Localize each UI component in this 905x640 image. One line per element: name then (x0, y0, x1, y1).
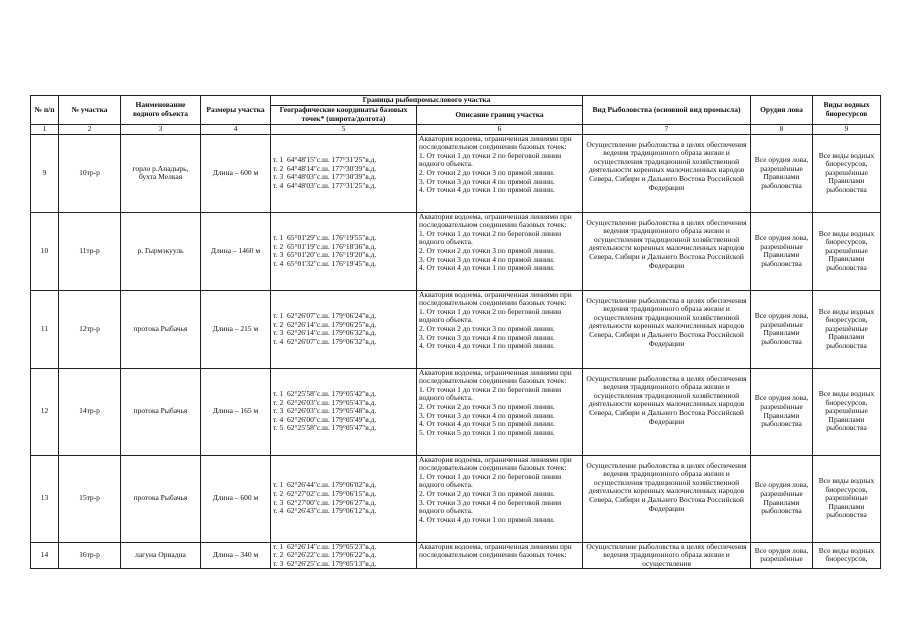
row-water-body: протока Рыбачья (121, 368, 201, 455)
table-row (31, 542, 881, 569)
row-water-body: р. Гырмэкууль (121, 212, 201, 290)
row-fishing-type: Осуществление рыболовства в целях обеспечения ведения традиционного образа жизни и осуществления традиционной хозяйственной деятельности коренных малочисленных народов Севера, Сибири и Дальнего Востока Российской Федерации (583, 212, 751, 290)
row-size: Длина – 165 м (201, 368, 271, 455)
header-size: Размеры участка (201, 96, 271, 125)
row-boundary-desc: Акватория водоема, ограниченная линиями при последовательном соединении базовых точек: 1. От точки 1 до точки 2 по береговой линии водного объекта. 2. От точки 2 до точки 3 по прямой линии. 3. От точки 3 до точки 4 по прямой линии. 4. От точки 4 до точки 5 по прямой линии. 5. От точки 5 до точки 1 по прямой линии. (417, 368, 583, 455)
row-gear: Все орудия лова, разрешённые Правилами рыболовства (751, 212, 813, 290)
row-num: 12 (31, 368, 59, 455)
row-boundary-desc: Акватория водоема, ограниченная линиями при последовательном соединении базовых точек: 1. От точки 1 до точки 2 по береговой линии водного объекта. 2. От точки 2 до точки 3 по прямой линии. 3. От точки 3 до точки 4 по береговой линии водного объекта. 4. От точки 4 до точки 1 по прямой линии. (417, 455, 583, 542)
row-area: 11тр-р (59, 212, 121, 290)
row-fishing-type: Осуществление рыболовства в целях обеспечения ведения традиционного образа жизни и осуществления традиционной хозяйственной деятельности коренных малочисленных народов Севера, Сибири и Дальнего Востока Российской Федерации (583, 290, 751, 368)
row-size: Длина – 215 м (201, 290, 271, 368)
row-num: 11 (31, 290, 59, 368)
row-gear: Все орудия лова, разрешённые Правилами рыболовства (751, 290, 813, 368)
header-row-1 (31, 96, 881, 106)
fishing-areas-table (30, 95, 881, 569)
column-numbers-row (31, 125, 881, 135)
col-number: 9 (813, 125, 881, 135)
row-boundary-desc: Акватория водоема, ограниченная линиями при последовательном соединении базовых точек: 1. От точки 1 до точки 2 по береговой линии водного объекта. 2. От точки 2 до точки 3 по прямой линии. 3. От точки 3 до точки 4 по прямой линии. 4. От точки 4 до точки 1 по прямой линии. (417, 212, 583, 290)
col-number: 8 (751, 125, 813, 135)
row-boundary-desc: Акватория водоема, ограниченная линиями при последовательном соединении базовых точек: 1. От точки 1 до точки 2 по береговой линии водного объекта. 2. От точки 2 до точки 3 по прямой линии. 3. От точки 3 до точки 4 по прямой линии. 4. От точки 4 до точки 1 по прямой линии. (417, 134, 583, 212)
row-water-body: протока Рыбачья (121, 290, 201, 368)
row-fishing-type: Осуществление рыболовства в целях обеспечения ведения традиционного образа жизни и осуществления традиционной хозяйственной деятельности коренных малочисленных народов Севера, Сибири и Дальнего Востока Российской Федерации (583, 368, 751, 455)
row-fishing-type: Осуществление рыболовства в целях обеспечения ведения традиционного образа жизни и осуществления традиционной хозяйственной деятельности коренных малочисленных народов Севера, Сибири и Дальнего Востока Российской Федерации (583, 134, 751, 212)
row-coords: т. 1 62°26'44"с.ш. 179°06'02"в.д. т. 2 62°27'02"с.ш. 179°06'15"в.д. т. 3 62°27'00"с.ш. 179°06'27"в.д. т. 4 62°26'43"с.ш. 179°06'12"в.д. (271, 455, 417, 542)
row-num: 14 (31, 542, 59, 569)
row-species: Все виды водных биоресурсов, разрешённые Правилами рыболовства (813, 290, 881, 368)
row-coords: т. 1 62°25'58"с.ш. 179°05'42"в.д. т. 2 62°26'03"с.ш. 179°05'43"в.д. т. 3 62°26'03"с.ш. 179°05'48"в.д. т. 4 62°26'00"с.ш. 179°05'49"в.д. т. 5 62°25'58"с.ш. 179°05'47"в.д. (271, 368, 417, 455)
row-water-body: лагуна Ориадна (121, 542, 201, 569)
row-coords: т. 1 65°01'29"с.ш. 176°19'55"в.д. т. 2 65°01'19"с.ш. 176°18'36"в.д. т. 3 65°01'20"с.ш. 176°19'20"в.д. т. 4 65°01'32"с.ш. 176°19'45"в.д. (271, 212, 417, 290)
row-num: 10 (31, 212, 59, 290)
header-num: № п/п (31, 96, 59, 125)
col-number: 6 (417, 125, 583, 135)
table-row (31, 290, 881, 368)
row-fishing-type: Осуществление рыболовства в целях обеспечения ведения традиционного образа жизни и осуществления традиционной хозяйственной деятельности коренных малочисленных народов Севера, Сибири и Дальнего Востока Российской Федерации (583, 455, 751, 542)
col-number: 3 (121, 125, 201, 135)
row-species: Все виды водных биоресурсов, разрешённые Правилами рыболовства (813, 212, 881, 290)
row-gear: Все орудия лова, разрешённые Правилами рыболовства (751, 455, 813, 542)
row-boundary-desc: Акватория водоема, ограниченная линиями при последовательном соединении базовых точек: 1. От точки 1 до точки 2 по береговой линии водного объекта. 2. От точки 2 до точки 3 по прямой линии. 3. От точки 3 до точки 4 по прямой линии. 4. От точки 4 до точки 1 по прямой линии. (417, 290, 583, 368)
row-area: 14тр-р (59, 368, 121, 455)
row-gear: Все орудия лова, разрешённые Правилами рыболовства (751, 368, 813, 455)
header-coords: Географические координаты базовых точек* (широта/долгота) (271, 106, 417, 125)
row-num: 13 (31, 455, 59, 542)
row-size: Длина – 600 м (201, 455, 271, 542)
header-boundaries: Границы рыбопромыслового участка (271, 96, 583, 106)
row-area: 10тр-р (59, 134, 121, 212)
col-number: 5 (271, 125, 417, 135)
col-number: 4 (201, 125, 271, 135)
col-number: 1 (31, 125, 59, 135)
row-area: 16тр-р (59, 542, 121, 569)
table-row (31, 212, 881, 290)
row-species: Все виды водных биоресурсов, разрешённые Правилами рыболовства (813, 368, 881, 455)
row-size: Длина – 600 м (201, 134, 271, 212)
row-area: 12тр-р (59, 290, 121, 368)
row-species: Все виды водных биоресурсов, разрешённые Правилами рыболовства (813, 455, 881, 542)
row-area: 15тр-р (59, 455, 121, 542)
row-gear: Все орудия лова, разрешённые (751, 542, 813, 569)
header-area-no: № участка (59, 96, 121, 125)
col-number: 2 (59, 125, 121, 135)
col-number: 7 (583, 125, 751, 135)
header-gear: Орудия лова (751, 96, 813, 125)
row-water-body: горло р.Анадырь, бухта Мелкая (121, 134, 201, 212)
row-coords: т. 1 62°26'14"с.ш. 179°05'23"в.д. т. 2 62°26'22"с.ш. 179°06'22"в.д. т. 3 62°26'25"с.ш. 179°05'13"в.д. (271, 542, 417, 569)
row-coords: т. 1 64°48'15"с.ш. 177°31'25"в.д. т. 2 64°48'14"с.ш. 177°30'39"в.д. т. 3 64°48'03"с.ш. 177°30'39"в.д. т. 4 64°48'03"с.ш. 177°31'25"в.д. (271, 134, 417, 212)
row-boundary-desc: Акватория водоема, ограниченная линиями при последовательном соединении базовых точек: (417, 542, 583, 569)
row-size: Длина – 1460 м (201, 212, 271, 290)
row-species: Все виды водных биоресурсов, (813, 542, 881, 569)
header-water-body: Наименование водного объекта (121, 96, 201, 125)
row-num: 9 (31, 134, 59, 212)
row-fishing-type: Осуществление рыболовства в целях обеспечения ведения традиционного образа жизни и осуществления (583, 542, 751, 569)
row-size: Длина – 340 м (201, 542, 271, 569)
header-fishing-type: Вид Рыболовства (основной вид промысла) (583, 96, 751, 125)
row-species: Все виды водных биоресурсов, разрешённые Правилами рыболовства (813, 134, 881, 212)
table-row (31, 134, 881, 212)
header-boundary-desc: Описание границ участка (417, 106, 583, 125)
row-gear: Все орудия лова, разрешённые Правилами рыболовства (751, 134, 813, 212)
row-water-body: протока Рыбачья (121, 455, 201, 542)
table-row (31, 368, 881, 455)
header-species: Виды водных биоресурсов (813, 96, 881, 125)
row-coords: т. 1 62°26'07"с.ш. 179°06'24"в.д. т. 2 62°26'14"с.ш. 179°06'25"в.д. т. 3 62°26'14"с.ш. 179°06'32"в.д. т. 4 62°26'07"с.ш. 179°06'32"в.д. (271, 290, 417, 368)
table-row (31, 455, 881, 542)
